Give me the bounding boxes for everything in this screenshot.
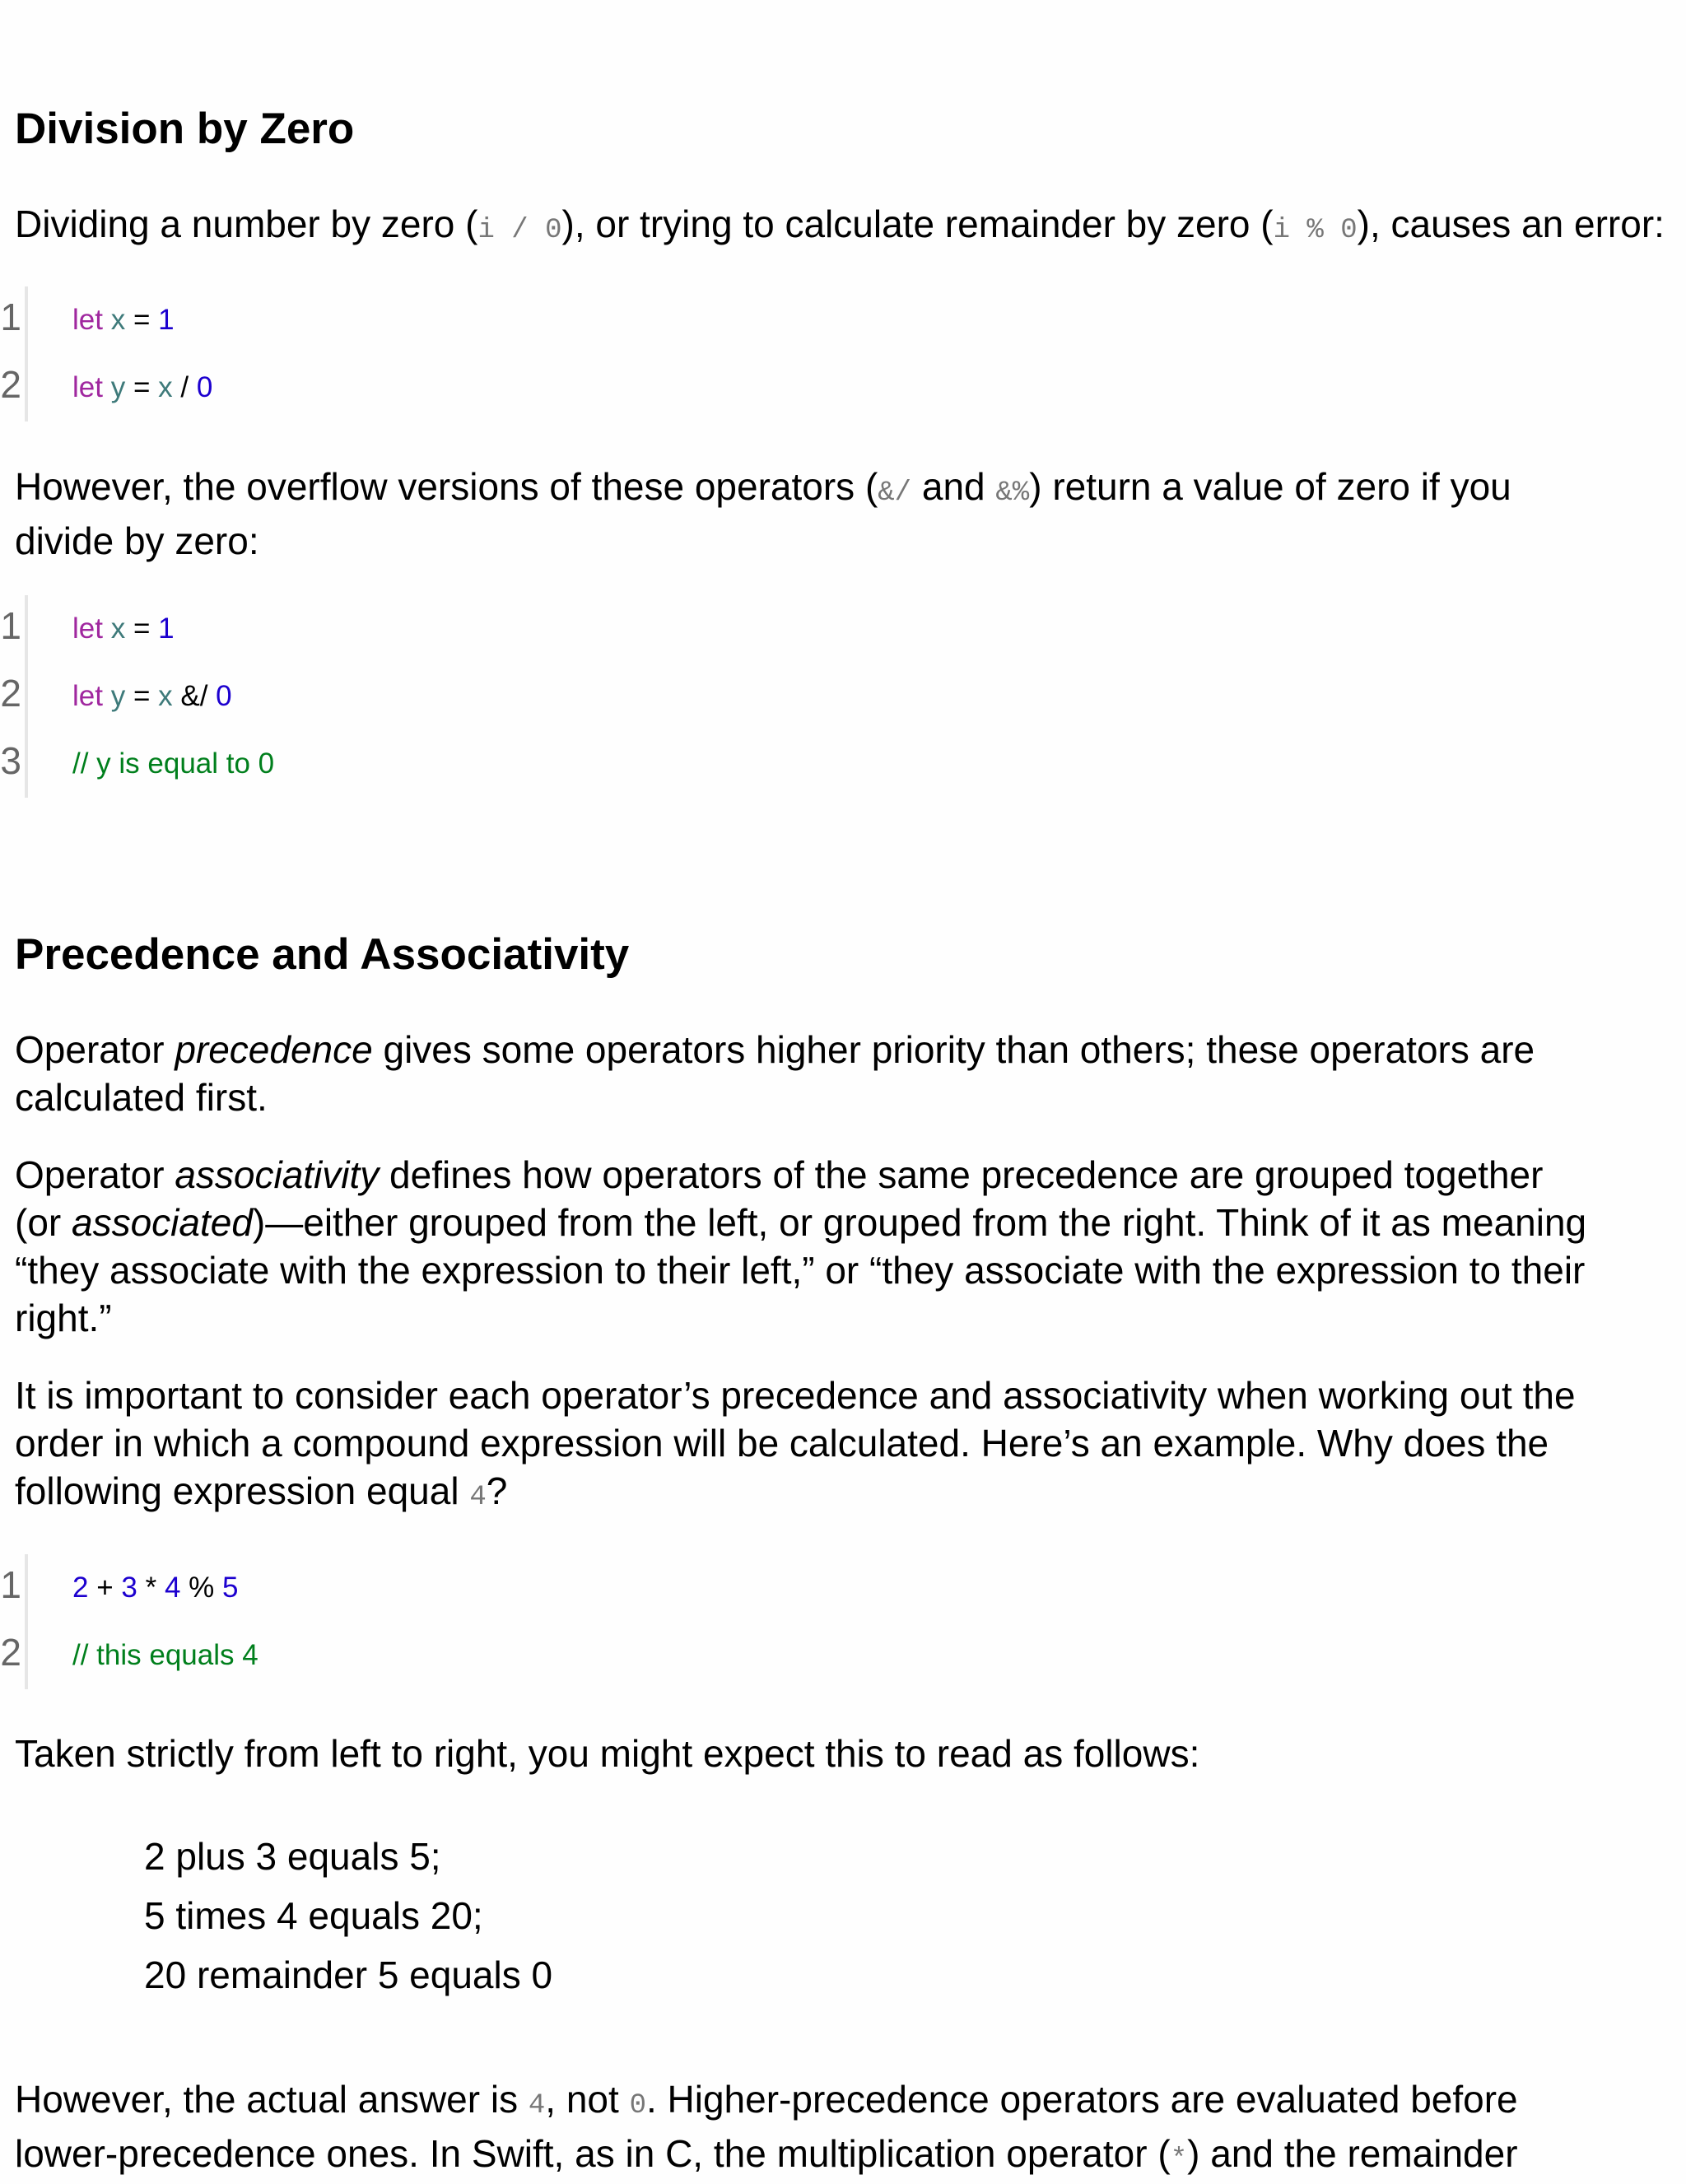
- line-number: 2: [0, 1631, 21, 1674]
- code-identifier: x: [110, 304, 126, 336]
- code-text: [72, 612, 175, 646]
- evaluation-steps-list: [144, 1832, 552, 2010]
- inline-code: i % 0: [1273, 215, 1358, 246]
- code-operator: /: [180, 371, 189, 403]
- code-operator: +: [96, 1572, 114, 1604]
- code-block-expression-example: [0, 1554, 258, 1689]
- code-number: 0: [196, 371, 213, 403]
- code-comment: // this equals 4: [72, 1639, 258, 1671]
- list-item: 2 plus 3 equals 5;: [144, 1835, 441, 1878]
- line-number: 2: [0, 363, 21, 406]
- code-operator: *: [145, 1572, 157, 1604]
- code-identifier: x: [158, 371, 173, 403]
- text-span: right.”: [15, 1297, 112, 1339]
- code-text: [72, 679, 232, 714]
- text-span: Operator: [15, 1153, 175, 1196]
- code-number: 0: [216, 680, 232, 712]
- code-identifier: y: [110, 680, 126, 712]
- paragraph-precedence-definition: [15, 1026, 1670, 1121]
- code-keyword: let: [72, 304, 103, 336]
- code-identifier: y: [110, 371, 126, 403]
- code-number: 1: [158, 304, 175, 336]
- section-heading-division-by-zero: Division by Zero: [15, 105, 355, 153]
- code-block-overflow-division: [0, 595, 275, 798]
- line-number: 1: [0, 1563, 21, 1606]
- code-identifier: x: [110, 612, 126, 645]
- inline-code: 4: [528, 2090, 546, 2121]
- text-span: calculated first.: [15, 1076, 268, 1119]
- code-number: 4: [164, 1572, 181, 1604]
- text-span: “they associate with the expression to their left,” or “they associate with the expression to their: [15, 1249, 1586, 1292]
- line-number: 3: [0, 739, 21, 782]
- inline-code: *: [1170, 2144, 1188, 2176]
- text-span: defines how operators of the same precedence are grouped together: [379, 1153, 1544, 1196]
- paragraph-compound-expression: [15, 1371, 1670, 1521]
- text-span: Operator: [15, 1028, 175, 1071]
- paragraph-associativity-definition: [15, 1151, 1670, 1342]
- code-keyword: let: [72, 612, 103, 645]
- code-number: 5: [222, 1572, 239, 1604]
- inline-code: 0: [629, 2090, 646, 2121]
- inline-code: 4: [469, 1482, 487, 1513]
- line-number: 1: [0, 604, 21, 647]
- text-span: )—either grouped from the left, or grouped from the right. Think of it as meaning: [252, 1201, 1587, 1244]
- code-operator: =: [133, 371, 151, 403]
- code-operator: =: [133, 680, 151, 712]
- code-text: [72, 1571, 238, 1605]
- code-number: 1: [158, 612, 175, 645]
- text-span: order in which a compound expression will be calculated. Here’s an example. Why does the: [15, 1422, 1549, 1465]
- code-comment: // y is equal to 0: [72, 747, 275, 780]
- code-operator: &/: [180, 680, 208, 712]
- emphasis-text: associativity: [175, 1153, 380, 1196]
- text-span: gives some operators higher priority than others; these operators are: [372, 1028, 1535, 1071]
- inline-code: i / 0: [477, 215, 562, 246]
- paragraph-left-to-right: Taken strictly from left to right, you might expect this to read as follows:: [15, 1732, 1200, 1775]
- text-span: . Higher-precedence operators are evaluated before: [645, 2078, 1518, 2121]
- text-span: (or: [15, 1201, 72, 1244]
- code-operator: =: [133, 612, 151, 645]
- inline-code: &%: [995, 477, 1030, 509]
- text-span: ) and the remainder: [1187, 2132, 1518, 2175]
- text-span: ), or trying to calculate remainder by zero (: [561, 203, 1274, 245]
- code-operator: =: [133, 304, 151, 336]
- text-span: ), causes an error:: [1357, 203, 1665, 245]
- code-number: 2: [72, 1572, 89, 1604]
- line-number: 2: [0, 672, 21, 715]
- paragraph-division-intro: [15, 200, 1670, 254]
- code-keyword: let: [72, 371, 103, 403]
- text-span: ) return a value of zero if you: [1029, 465, 1511, 508]
- text-span: It is important to consider each operator’s precedence and associativity when working out the: [15, 1374, 1576, 1417]
- list-item: 20 remainder 5 equals 0: [144, 1953, 553, 1996]
- emphasis-text: precedence: [175, 1028, 373, 1071]
- text-span: ?: [486, 1469, 508, 1512]
- line-number: 1: [0, 296, 21, 338]
- emphasis-text: associated: [72, 1201, 253, 1244]
- code-block-division-error: [0, 286, 213, 421]
- text-span: However, the overflow versions of these operators (: [15, 465, 878, 508]
- text-span: However, the actual answer is: [15, 2078, 529, 2121]
- text-span: lower-precedence ones. In Swift, as in C, the multiplication operator (: [15, 2132, 1171, 2175]
- list-item: 5 times 4 equals 20;: [144, 1894, 483, 1937]
- code-text: [72, 370, 212, 405]
- paragraph-overflow-operators: [15, 463, 1670, 565]
- section-heading-precedence: Precedence and Associativity: [15, 930, 630, 979]
- text-span: Dividing a number by zero (: [15, 203, 478, 245]
- code-identifier: x: [158, 680, 173, 712]
- paragraph-actual-answer: [15, 2075, 1670, 2184]
- text-span: divide by zero:: [15, 519, 259, 562]
- code-text: [72, 303, 175, 338]
- code-keyword: let: [72, 680, 103, 712]
- text-span: following expression equal: [15, 1469, 470, 1512]
- text-span: , not: [545, 2078, 630, 2121]
- code-number: 3: [121, 1572, 137, 1604]
- inline-code: &/: [878, 477, 912, 509]
- text-span: and: [911, 465, 996, 508]
- code-operator: %: [189, 1572, 215, 1604]
